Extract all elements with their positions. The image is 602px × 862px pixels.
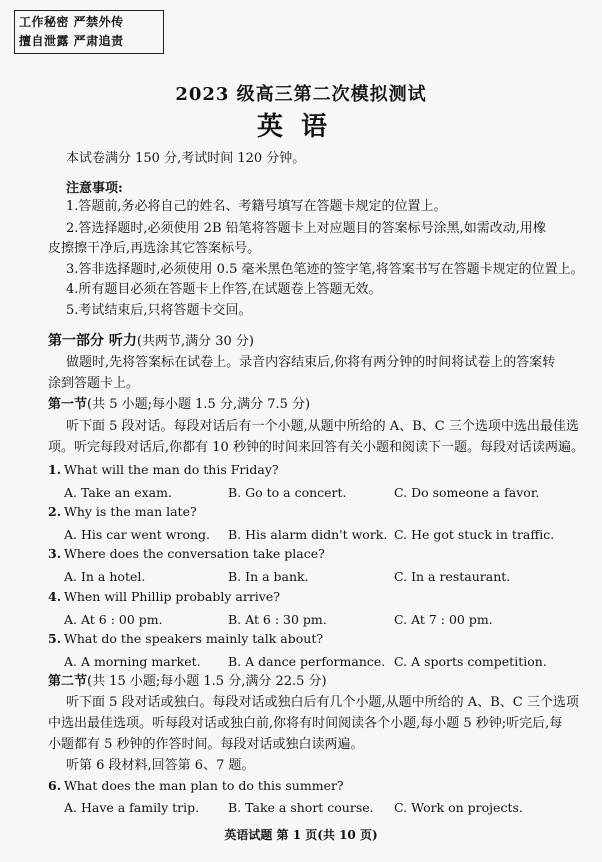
section2-title: 第二节 bbox=[48, 674, 88, 689]
page-footer: 英语试题 第 1 页(共 10 页) bbox=[224, 828, 378, 842]
part1-instruction: 涂到答题卡上。 bbox=[48, 376, 140, 391]
section1-instruction: 项。听完每段对话后,你都有 10 秒钟的时间来回答有关小题和阅读下一题。每段对话读两遍。 bbox=[48, 440, 584, 455]
section2-instruction: 听下面 5 段对话或独白。每段对话或独白后有几个小题,从题中所给的 A、B、C 三个选项 bbox=[66, 695, 579, 710]
section1-heading bbox=[48, 396, 310, 414]
note-item: 皮擦擦干净后,再选涂其它答案标号。 bbox=[48, 241, 261, 256]
question-number: 5. bbox=[48, 631, 62, 646]
option-a: A. In a hotel. bbox=[64, 569, 146, 584]
question-6 bbox=[48, 778, 344, 793]
question-number: 1. bbox=[48, 462, 62, 477]
note-item: 4.所有题目必须在答题卡上作答,在试题卷上答题无效。 bbox=[66, 282, 382, 297]
question-number: 6. bbox=[48, 778, 62, 793]
option-c: C. Do someone a favor. bbox=[394, 485, 540, 500]
section1-instruction: 听下面 5 段对话。每段对话后有一个小题,从题中所给的 A、B、C 三个选项中选出最佳选 bbox=[66, 419, 579, 434]
option-a: A. Have a family trip. bbox=[64, 800, 200, 815]
option-c: C. At 7 : 00 pm. bbox=[394, 612, 493, 627]
section2-subtitle: (共 15 小题;每小题 1.5 分,满分 22.5 分) bbox=[87, 674, 327, 689]
question-4 bbox=[48, 589, 280, 604]
part1-title: 第一部分 听力 bbox=[48, 333, 137, 349]
question-number: 2. bbox=[48, 504, 62, 519]
section2-heading bbox=[48, 673, 327, 691]
option-c: C. Work on projects. bbox=[394, 800, 523, 815]
question-text: What will the man do this Friday? bbox=[64, 462, 279, 477]
material-note: 听第 6 段材料,回答第 6、7 题。 bbox=[66, 758, 255, 773]
option-b: B. His alarm didn't work. bbox=[228, 527, 388, 542]
part1-heading bbox=[48, 332, 254, 351]
question-3 bbox=[48, 546, 325, 561]
confidential-box bbox=[14, 10, 164, 54]
option-b: B. Take a short course. bbox=[228, 800, 374, 815]
question-5 bbox=[48, 631, 323, 646]
section1-subtitle: (共 5 小题;每小题 1.5 分,满分 7.5 分) bbox=[87, 397, 311, 412]
option-a: A. At 6 : 00 pm. bbox=[64, 612, 163, 627]
section2-instruction: 中选出最佳选项。听每段对话或独白前,你将有时间阅读各个小题,每小题 5 秒钟;听完后,每 bbox=[48, 716, 563, 731]
option-a: A. Take an exam. bbox=[64, 485, 172, 500]
subject-title: 英语 bbox=[256, 112, 345, 142]
note-item: 5.考试结束后,只将答题卡交回。 bbox=[66, 303, 252, 318]
question-number: 3. bbox=[48, 546, 62, 561]
option-b: B. In a bank. bbox=[228, 569, 309, 584]
option-b: B. At 6 : 30 pm. bbox=[228, 612, 327, 627]
note-item: 2.答选择题时,必须使用 2B 铅笔将答题卡上对应题目的答案标号涂黑,如需改动,用橡 bbox=[66, 221, 546, 236]
question-1 bbox=[48, 462, 279, 477]
section1-title: 第一节 bbox=[48, 397, 88, 412]
question-text: What do the speakers mainly talk about? bbox=[64, 631, 324, 646]
option-b: B. A dance performance. bbox=[228, 654, 386, 669]
section2-instruction: 小题都有 5 秒钟的作答时间。每段对话或独白读两遍。 bbox=[48, 737, 364, 752]
part1-instruction: 做题时,先将答案标在试卷上。录音内容结束后,你将有两分钟的时间将试卷上的答案转 bbox=[66, 355, 556, 370]
confidential-line-2: 擅自泄露 严肃追责 bbox=[19, 34, 124, 48]
confidential-line-1: 工作秘密 严禁外传 bbox=[19, 15, 124, 29]
option-b: B. Go to a concert. bbox=[228, 485, 347, 500]
option-c: C. He got stuck in traffic. bbox=[394, 527, 555, 542]
option-a: A. His car went wrong. bbox=[64, 527, 211, 542]
intro-text: 本试卷满分 150 分,考试时间 120 分钟。 bbox=[66, 151, 306, 166]
question-2 bbox=[48, 504, 197, 519]
question-text: Where does the conversation take place? bbox=[64, 546, 325, 561]
note-item: 1.答题前,务必将自己的姓名、考籍号填写在答题卡规定的位置上。 bbox=[66, 199, 447, 214]
part1-subtitle: (共两节,满分 30 分) bbox=[136, 334, 254, 349]
exam-title: 2023 级高三第二次模拟测试 bbox=[175, 84, 427, 105]
note-item: 3.答非选择题时,必须使用 0.5 毫米黑色笔迹的签字笔,将答案书写在答题卡规定的位置上。 bbox=[66, 262, 584, 277]
question-text: What does the man plan to do this summer? bbox=[64, 778, 344, 793]
question-number: 4. bbox=[48, 589, 62, 604]
question-text: When will Phillip probably arrive? bbox=[64, 589, 280, 604]
question-text: Why is the man late? bbox=[64, 504, 197, 519]
option-a: A. A morning market. bbox=[64, 654, 201, 669]
option-c: C. In a restaurant. bbox=[394, 569, 511, 584]
notes-heading: 注意事项: bbox=[66, 181, 123, 196]
option-c: C. A sports competition. bbox=[394, 654, 547, 669]
